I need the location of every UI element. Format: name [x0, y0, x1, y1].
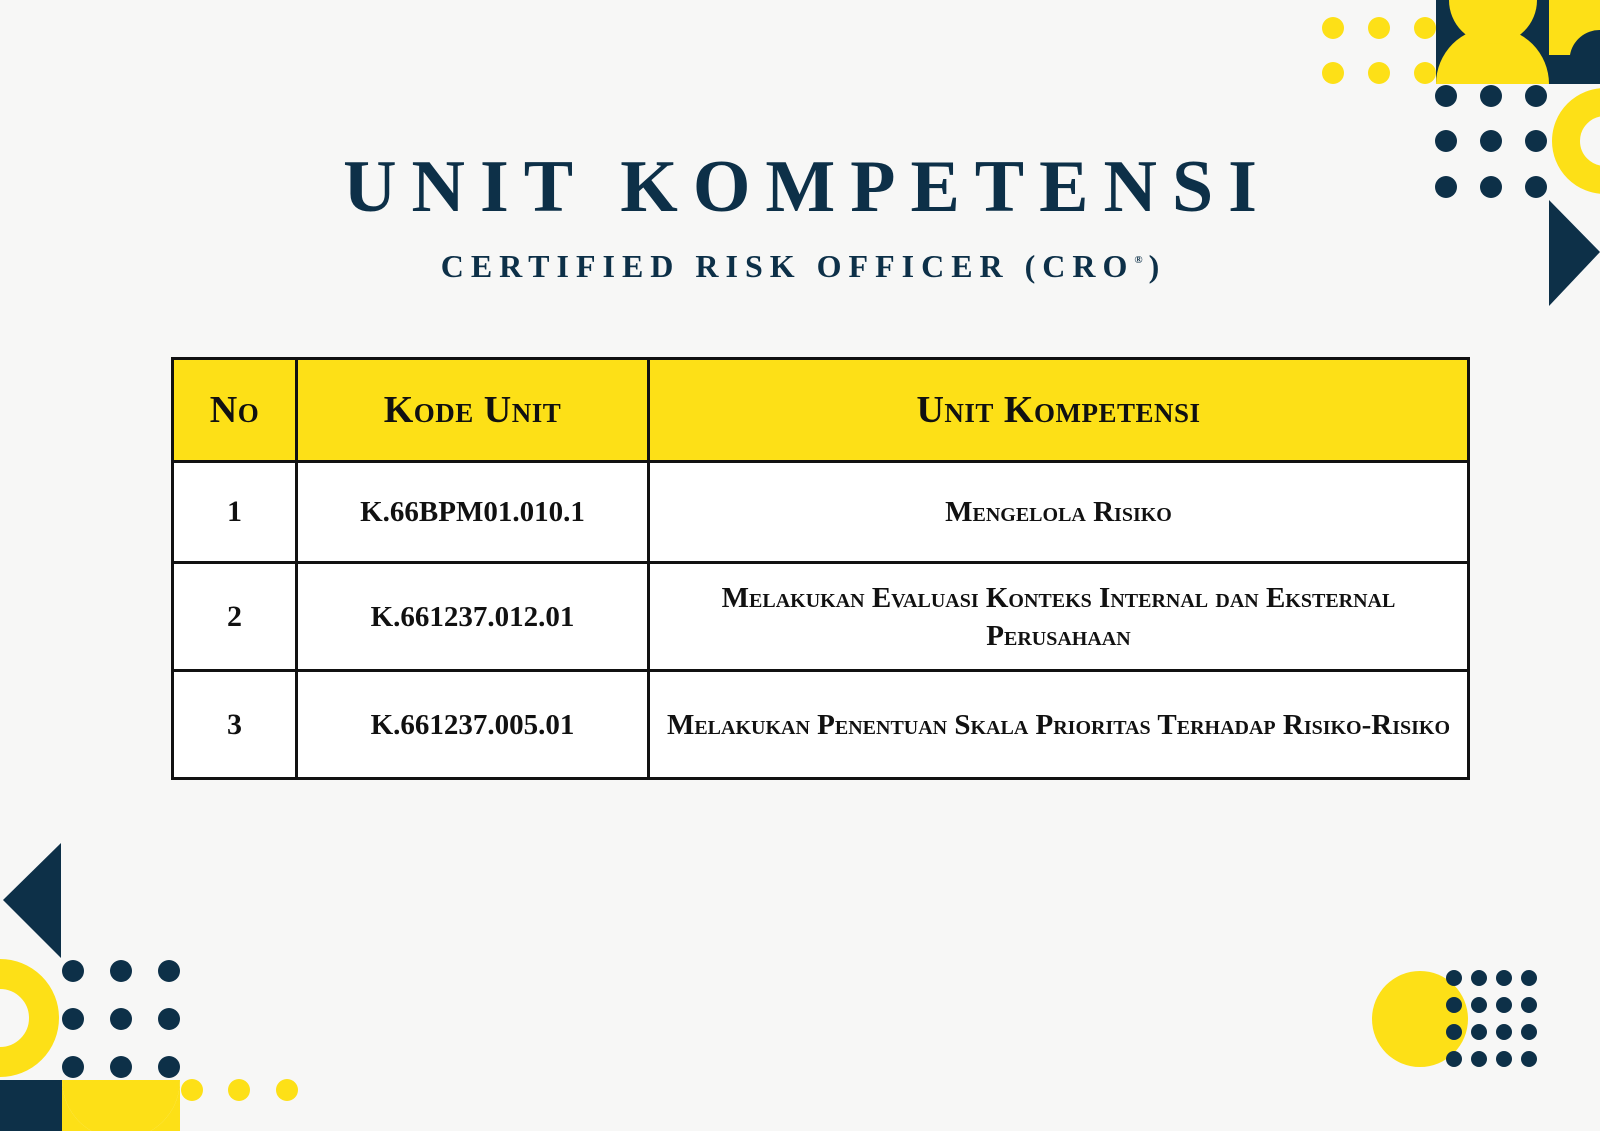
table-header-row — [173, 359, 1469, 462]
table-row — [173, 563, 1469, 671]
dot — [1368, 62, 1390, 84]
bottom-left-navy-triangle — [3, 843, 61, 958]
dot — [1480, 85, 1502, 107]
cell-unit-kompetensi: Melakukan Evaluasi Konteks Internal dan Eksternal Perusahaan — [649, 563, 1469, 671]
dot — [276, 1079, 298, 1101]
dot — [1496, 1051, 1512, 1067]
dot — [1525, 130, 1547, 152]
subtitle-text: CERTIFIED RISK OFFICER (CRO — [440, 248, 1135, 284]
dot — [1446, 1051, 1462, 1067]
subtitle-close: ) — [1148, 248, 1167, 284]
dot — [1435, 130, 1457, 152]
dot — [62, 1056, 84, 1078]
dot — [110, 960, 132, 982]
dot — [158, 1056, 180, 1078]
registered-mark: ® — [1134, 254, 1143, 266]
dot — [1521, 1024, 1537, 1040]
dot — [1446, 970, 1462, 986]
dot — [110, 1056, 132, 1078]
dot — [1322, 62, 1344, 84]
dot — [1496, 970, 1512, 986]
page-title: UNIT KOMPETENSI — [343, 146, 1272, 228]
dot — [1521, 970, 1537, 986]
dot — [1521, 1051, 1537, 1067]
dot — [1496, 1024, 1512, 1040]
table-row — [173, 462, 1469, 563]
cell-no: 3 — [173, 671, 297, 779]
dot — [228, 1079, 250, 1101]
dot — [1525, 85, 1547, 107]
competency-table — [171, 357, 1470, 780]
dot — [1471, 1024, 1487, 1040]
page-subtitle — [0, 250, 1600, 282]
dot — [62, 960, 84, 982]
column-header-no: No — [173, 359, 297, 462]
column-header-kode-unit: Kode Unit — [297, 359, 649, 462]
dot — [1322, 17, 1344, 39]
dot — [1446, 997, 1462, 1013]
dot — [1446, 1024, 1462, 1040]
dot — [62, 1008, 84, 1030]
table-row — [173, 671, 1469, 779]
cell-kode-unit: K.661237.012.01 — [297, 563, 649, 671]
dot — [1414, 62, 1436, 84]
cell-no: 1 — [173, 462, 297, 563]
dot — [181, 1079, 203, 1101]
dot — [1435, 85, 1457, 107]
column-header-unit-kompetensi: Unit Kompetensi — [649, 359, 1469, 462]
dot — [1471, 970, 1487, 986]
dot — [1471, 1051, 1487, 1067]
bottom-left-navy-block — [0, 1080, 62, 1131]
dot — [1521, 997, 1537, 1013]
dot — [1414, 17, 1436, 39]
dot — [1471, 997, 1487, 1013]
bottom-left-yellow-dots — [181, 1079, 298, 1101]
top-right-yellow-dots — [1322, 17, 1436, 84]
dot — [1480, 130, 1502, 152]
bottom-left-yellow-ring — [0, 974, 44, 1062]
dot — [1368, 17, 1390, 39]
dot — [1496, 997, 1512, 1013]
dot — [110, 1008, 132, 1030]
cell-unit-kompetensi: Melakukan Penentuan Skala Prioritas Terhadap Risiko-Risiko — [649, 671, 1469, 779]
dot — [158, 1008, 180, 1030]
cell-kode-unit: K.661237.005.01 — [297, 671, 649, 779]
dot — [158, 960, 180, 982]
bottom-left-navy-dots — [62, 960, 180, 1078]
cell-kode-unit: K.66BPM01.010.1 — [297, 462, 649, 563]
cell-no: 2 — [173, 563, 297, 671]
cell-unit-kompetensi: Mengelola Risiko — [649, 462, 1469, 563]
